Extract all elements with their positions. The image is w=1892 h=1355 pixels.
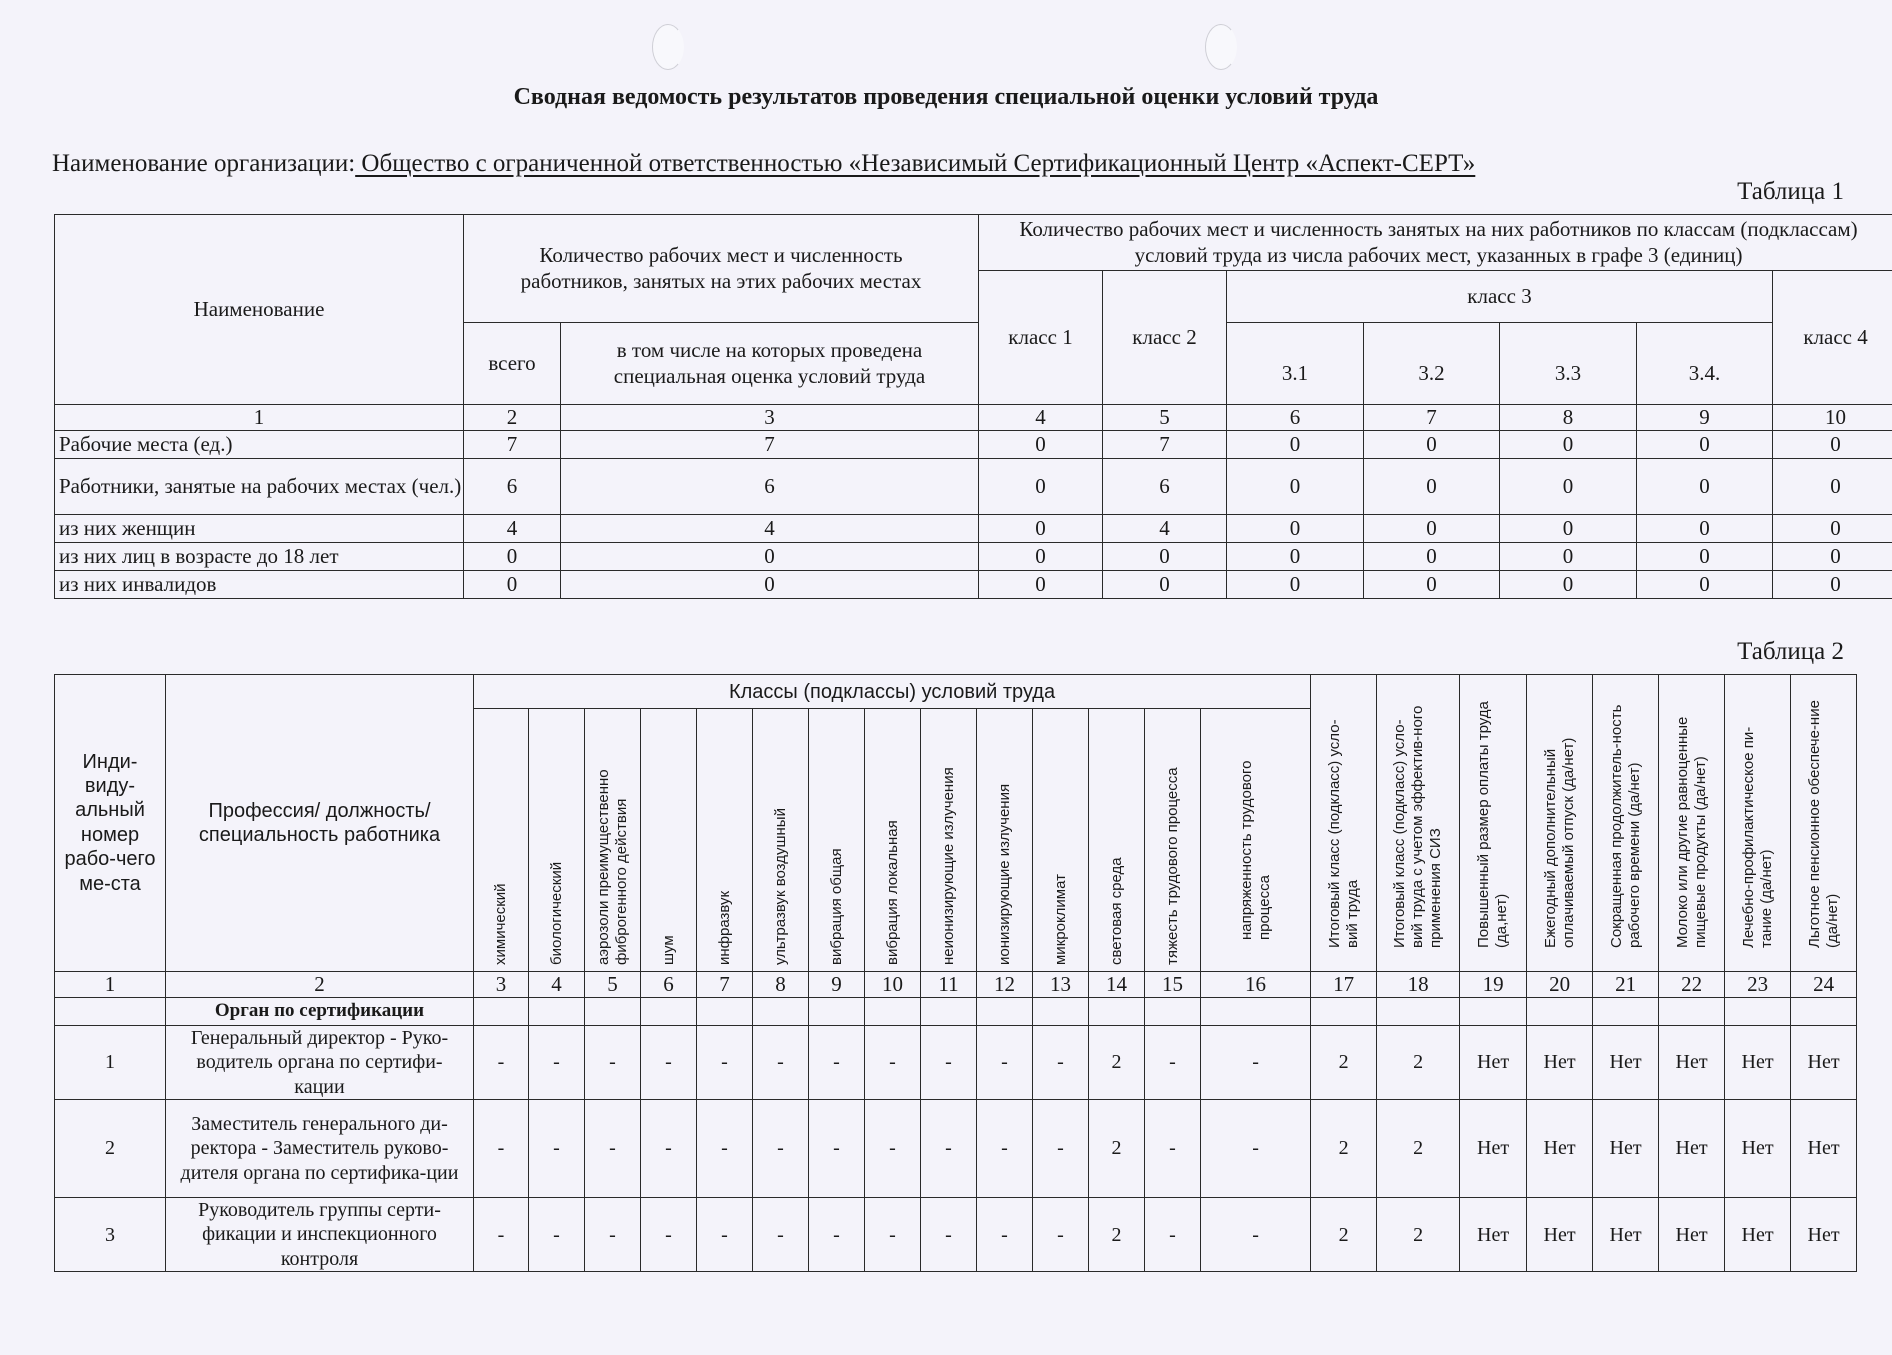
cell: 7 [464,431,561,459]
table2-caption: Таблица 2 [1737,638,1844,665]
cell: 0 [464,543,561,571]
cell: 0 [1637,431,1773,459]
cell: - [1145,1197,1201,1271]
column-number: 8 [1500,405,1637,431]
cell: - [585,1025,641,1099]
header-factor: инфразвук [715,890,733,965]
cell: Нет [1791,1197,1857,1271]
cell: Нет [1725,1025,1791,1099]
cell: - [697,1197,753,1271]
cell: - [753,1025,809,1099]
cell: 0 [979,515,1103,543]
cell: 2 [1311,1025,1377,1099]
cell: 0 [1103,571,1227,599]
column-number: 7 [1364,405,1500,431]
column-number: 2 [464,405,561,431]
header-factor: вибрация общая [827,848,845,965]
cell: - [865,1197,921,1271]
cell: 0 [1364,459,1500,515]
cell: - [1145,1099,1201,1197]
column-number: 3 [561,405,979,431]
column-number: 5 [1103,405,1227,431]
cell: 0 [1773,515,1892,543]
header-summary: Итоговый класс (подкласс) усло-вий труда [1325,719,1361,948]
cell: - [921,1099,977,1197]
column-number: 17 [1311,971,1377,997]
cell: 0 [1227,459,1364,515]
header-total: всего [464,323,561,405]
header-class1: класс 1 [979,271,1103,405]
cell: 0 [1637,459,1773,515]
cell: 0 [1500,515,1637,543]
header-workplaces-group: Количество рабочих мест и численность работников, занятых на этих рабочих местах [464,215,979,323]
header-factor: химический [492,883,509,965]
column-number: 21 [1593,971,1659,997]
cell: 0 [1364,571,1500,599]
cell: - [865,1025,921,1099]
cell: Нет [1659,1197,1725,1271]
header-factor: вибрация локальная [883,820,901,965]
table-row [55,515,1892,543]
cell: 0 [1227,431,1364,459]
column-number: 13 [1033,971,1089,997]
header-summary: Сокращенная продолжитель-ность рабочего времени (да/нет) [1607,704,1643,948]
cell: 0 [1500,571,1637,599]
cell: 4 [561,515,979,543]
header-summary: Повышенный размер оплаты труда (да,нет) [1475,701,1511,948]
row-label: из них инвалидов [55,571,464,599]
header-factor: световая среда [1107,857,1125,965]
cell: 0 [561,571,979,599]
column-number: 10 [1773,405,1892,431]
cell: - [697,1025,753,1099]
cell: 2 [1089,1197,1145,1271]
cell: - [977,1025,1033,1099]
organization-label: Наименование организации: [52,150,356,177]
table-row [55,571,1892,599]
section-title: Орган по сертификации [166,997,474,1025]
cell: 0 [1364,515,1500,543]
cell: - [921,1025,977,1099]
cell: Нет [1659,1025,1725,1099]
header-summary: Итоговый класс (подкласс) усло-вий труда с учетом эффектив-ного применения СИЗ [1391,705,1445,948]
header-classes-group: Количество рабочих мест и численность занятых на них работников по классам (подклассам) условий труда из числа рабочих мест, указанных в графе 3 (единиц) [979,215,1892,271]
cell: - [585,1099,641,1197]
cell: 0 [1500,459,1637,515]
header-summary: Ежегодный дополнительный оплачиваемый отпуск (да/нет) [1541,737,1577,948]
header-factor: биологический [547,861,565,965]
cell: - [474,1099,529,1197]
column-number: 22 [1659,971,1725,997]
cell: - [921,1197,977,1271]
column-number: 9 [809,971,865,997]
cell: 0 [1773,431,1892,459]
cell: Нет [1593,1197,1659,1271]
header-factor: шум [659,935,677,965]
cell: - [753,1197,809,1271]
cell: 6 [561,459,979,515]
cell: Нет [1593,1025,1659,1099]
cell: 0 [1364,431,1500,459]
header-summary: Льготное пенсионное обеспече-ние (да/нет) [1805,700,1841,948]
column-number: 12 [977,971,1033,997]
table-row [55,1197,1857,1271]
header-factor: неионизирующие излучения [939,767,957,965]
cell: 7 [561,431,979,459]
organization-name: Общество с ограниченной ответственностью «Независимый Сертификационный Центр «Аспект-СЕРТ» [355,150,1476,177]
header-sub-3-1: 3.1 [1227,323,1364,405]
cell: - [977,1197,1033,1271]
column-numbers-row [55,405,1892,431]
column-number: 3 [474,971,529,997]
cell: Нет [1791,1099,1857,1197]
cell: - [529,1025,585,1099]
header-factor: ультразвук воздушный [771,808,789,965]
cell: 0 [1773,543,1892,571]
header-factor: ионизирующие излучения [995,783,1013,965]
profession: Заместитель генерального ди-ректора - Заместитель руково-дителя органа по сертифика-ции [166,1099,474,1197]
punch-hole-left [652,24,684,70]
column-number: 23 [1725,971,1791,997]
summary-table-2 [54,674,1857,1272]
cell: - [809,1197,865,1271]
cell: 0 [1773,571,1892,599]
column-number: 2 [166,971,474,997]
cell: 0 [979,543,1103,571]
column-number: 15 [1145,971,1201,997]
cell: - [809,1025,865,1099]
cell: 0 [464,571,561,599]
column-number: 14 [1089,971,1145,997]
cell: Нет [1527,1197,1593,1271]
cell: 2 [1377,1025,1460,1099]
cell: - [697,1099,753,1197]
cell: 4 [1103,515,1227,543]
table1-caption: Таблица 1 [1737,178,1844,205]
cell: 2 [1377,1197,1460,1271]
column-number: 10 [865,971,921,997]
punch-hole-right [1205,24,1237,70]
column-number: 5 [585,971,641,997]
column-number: 1 [55,405,464,431]
row-label: из них женщин [55,515,464,543]
section-row [55,997,1857,1025]
header-factor: аэрозоли преимущественно фиброгенного действия [594,769,630,965]
column-number: 6 [641,971,697,997]
document-title: Сводная ведомость результатов проведения специальной оценки условий труда [513,84,1379,110]
cell: - [1033,1025,1089,1099]
header-classes-group: Классы (подклассы) условий труда [474,675,1311,709]
cell: - [529,1197,585,1271]
cell: 0 [1103,543,1227,571]
cell: 2 [1377,1099,1460,1197]
cell: Нет [1725,1197,1791,1271]
cell: 0 [1773,459,1892,515]
row-label: Рабочие места (ед.) [55,431,464,459]
cell: - [529,1099,585,1197]
cell: 0 [1227,515,1364,543]
cell: - [474,1025,529,1099]
cell: Нет [1460,1197,1527,1271]
column-number: 18 [1377,971,1460,997]
cell: Нет [1527,1025,1593,1099]
cell: - [1145,1025,1201,1099]
cell: 7 [1103,431,1227,459]
cell: 2 [1311,1099,1377,1197]
header-class2: класс 2 [1103,271,1227,405]
cell: - [1033,1197,1089,1271]
cell: - [753,1099,809,1197]
workplace-id: 3 [55,1197,166,1271]
cell: 0 [979,571,1103,599]
cell: 2 [1089,1025,1145,1099]
cell: - [865,1099,921,1197]
cell: 0 [1364,543,1500,571]
cell: 0 [1637,571,1773,599]
cell: 0 [1500,543,1637,571]
header-factor: микроклимат [1051,874,1069,965]
header-assessed: в том числе на которых проведена специальная оценка условий труда [561,323,979,405]
row-label: Работники, занятые на рабочих местах (чел.) [55,459,464,515]
header-profession: Профессия/ должность/ специальность работника [166,675,474,972]
column-number: 9 [1637,405,1773,431]
table-row [55,1099,1857,1197]
column-number: 4 [529,971,585,997]
cell: Нет [1791,1025,1857,1099]
header-factor: напряженность трудового процесса [1237,760,1273,940]
cell: Нет [1725,1099,1791,1197]
header-sub-3-4: 3.4. [1637,323,1773,405]
cell: 0 [979,459,1103,515]
header-name: Наименование [55,215,464,405]
table-row [55,459,1892,515]
cell: - [641,1197,697,1271]
column-number: 1 [55,971,166,997]
cell: 0 [1227,543,1364,571]
row-label: из них лиц в возрасте до 18 лет [55,543,464,571]
column-number: 8 [753,971,809,997]
summary-table-1 [54,214,1892,599]
column-number: 11 [921,971,977,997]
cell: - [1033,1099,1089,1197]
profession: Генеральный директор - Руко-водитель органа по сертифи-кации [166,1025,474,1099]
header-class4: класс 4 [1773,271,1892,405]
cell: - [1201,1197,1311,1271]
header-summary: Лечебно-профилактическое пи-тание (да/нет) [1739,726,1775,948]
cell: - [474,1197,529,1271]
profession: Руководитель группы серти-фикации и инспекционного контроля [166,1197,474,1271]
table-row [55,1025,1857,1099]
cell: - [977,1099,1033,1197]
organization-line [52,150,1475,178]
cell: 0 [1637,515,1773,543]
header-summary: Молоко или другие равноценные пищевые продукты (да/нет) [1673,716,1709,948]
column-number: 19 [1460,971,1527,997]
cell: - [641,1025,697,1099]
cell: 0 [561,543,979,571]
table-row [55,543,1892,571]
column-number: 24 [1791,971,1857,997]
cell: - [809,1099,865,1197]
cell: 2 [1089,1099,1145,1197]
cell: Нет [1460,1099,1527,1197]
cell: - [585,1197,641,1271]
cell: Нет [1593,1099,1659,1197]
header-sub-3-2: 3.2 [1364,323,1500,405]
header-factor: тяжесть трудового процесса [1163,767,1181,965]
cell: Нет [1527,1099,1593,1197]
cell: Нет [1659,1099,1725,1197]
cell: 6 [464,459,561,515]
cell: - [641,1099,697,1197]
cell: 2 [1311,1197,1377,1271]
header-sub-3-3: 3.3 [1500,323,1637,405]
cell: 6 [1103,459,1227,515]
table-row [55,431,1892,459]
header-class3: класс 3 [1227,271,1773,323]
cell: Нет [1460,1025,1527,1099]
cell: - [1201,1025,1311,1099]
column-number: 16 [1201,971,1311,997]
cell: - [1201,1099,1311,1197]
cell: 0 [979,431,1103,459]
column-number: 7 [697,971,753,997]
column-number: 6 [1227,405,1364,431]
cell: 0 [1500,431,1637,459]
header-workplace-id: Инди-виду-альный номер рабо-чего ме-ста [55,675,166,972]
column-numbers-row [55,971,1857,997]
workplace-id: 1 [55,1025,166,1099]
cell: 0 [1227,571,1364,599]
column-number: 20 [1527,971,1593,997]
column-number: 4 [979,405,1103,431]
cell: 0 [1637,543,1773,571]
cell: 4 [464,515,561,543]
workplace-id: 2 [55,1099,166,1197]
